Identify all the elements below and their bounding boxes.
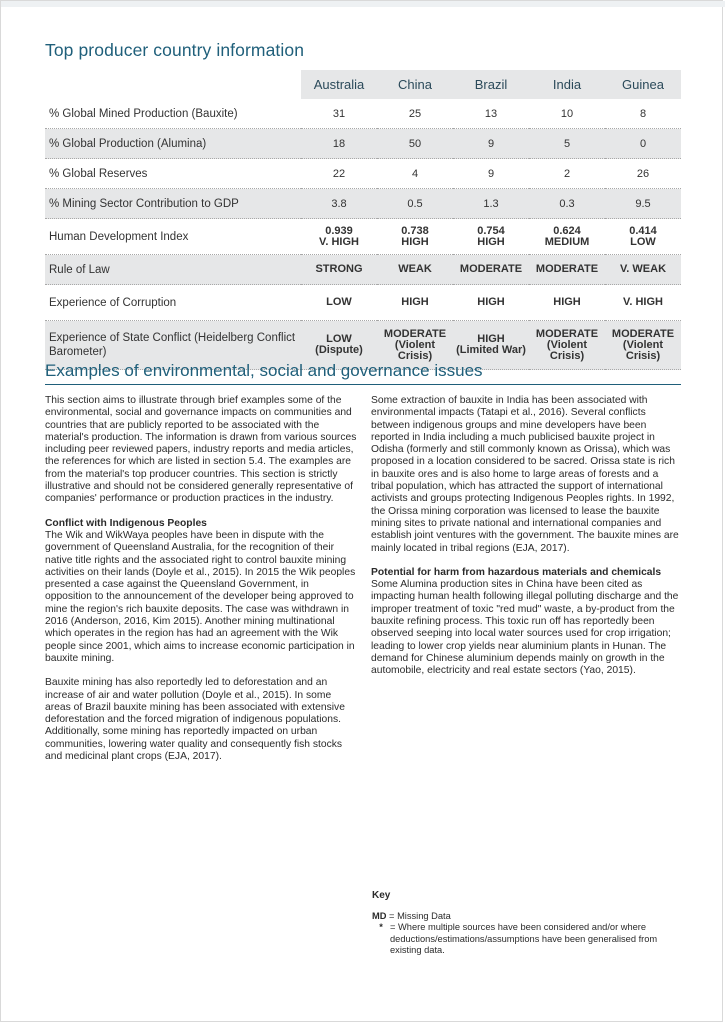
cell: 8 xyxy=(605,99,681,129)
key-box xyxy=(372,890,682,957)
section-heading-indigenous: Conflict with Indigenous Peoples xyxy=(45,517,207,529)
conflict-note: (Dispute) xyxy=(315,344,363,356)
cell: 9.5 xyxy=(605,189,681,219)
conflict-note: (Limited War) xyxy=(456,344,526,356)
cell: STRONG xyxy=(301,255,377,285)
column-left xyxy=(45,395,357,775)
cell: 5 xyxy=(529,129,605,159)
cell: 50 xyxy=(377,129,453,159)
conflict-level: MODERATE xyxy=(535,327,599,340)
row-label: % Global Reserves xyxy=(45,159,301,189)
table-title: Top producer country information xyxy=(45,40,305,60)
row-label: Human Development Index xyxy=(45,219,301,255)
cell: 18 xyxy=(301,129,377,159)
key-row-md xyxy=(372,911,682,923)
hdi-value: 0.939 xyxy=(325,224,353,237)
row-label: % Global Production (Alumina) xyxy=(45,129,301,159)
hdi-value: 0.414 xyxy=(629,224,657,237)
hdi-level: V. HIGH xyxy=(319,235,359,248)
cell: 0.3 xyxy=(529,189,605,219)
cell: MODERATE xyxy=(453,255,529,285)
cell: 25 xyxy=(377,99,453,129)
producer-table xyxy=(45,70,681,370)
india-paragraph: Some extraction of bauxite in India has been associated with environmental impacts (Tatapi et al., 2016). Several conflicts between indigenous groups and mine developers have been reported in India including a much publicised bauxite project in Odisha (formerly and still commonly known as Orissa), which was proposed in a location considered to be sacred. Orissa state is rich in bauxite ores and is also home to large areas of forests and a tribal population, which has attracted the support of international activists and groups protecting Indigenous Peoples rights. In 1992, the Orissa mining corporation was licensed to lease the bauxite mining sites to private national and international companies and establish joint ventures with the government. The bauxite mines are mainly located in tribal regions (EJA, 2017). xyxy=(371,395,679,554)
col-header-guinea: Guinea xyxy=(605,70,681,99)
row-hdi xyxy=(45,219,681,255)
esg-title-rule xyxy=(45,384,681,385)
cell: 1.3 xyxy=(453,189,529,219)
cell: HIGH xyxy=(377,285,453,321)
hdi-value: 0.738 xyxy=(401,224,429,237)
cell: WEAK xyxy=(377,255,453,285)
hdi-value: 0.754 xyxy=(477,224,505,237)
indigenous-paragraph: The Wik and WikWaya peoples have been in dispute with the government of Queensland Australia, for the recognition of their native title rights and the associated right to control bauxite mining activities on their lands (Doyle et al., 2015). In 2015 the Wik peoples presented a case against the Queensland Government, in opposition to the announcement of the developer being approved to mine the region's rich bauxite deposits. The case was withdrawn in 2016 (Anderson, 2016, Kim 2015). Another mining multinational which operates in the region has had an agreement with the Wik people since 2001, which aims to increase economic participation in bauxite mining. xyxy=(45,529,356,664)
col-header-india: India xyxy=(529,70,605,99)
row-label: Rule of Law xyxy=(45,255,301,285)
cell: V. HIGH xyxy=(605,285,681,321)
hdi-cell xyxy=(453,219,529,255)
hdi-level: HIGH xyxy=(401,235,429,248)
hdi-cell xyxy=(301,219,377,255)
hdi-cell xyxy=(529,219,605,255)
col-header-brazil: Brazil xyxy=(453,70,529,99)
conflict-note: (Violent Crisis) xyxy=(622,338,664,362)
key-md-symbol: MD xyxy=(372,910,387,921)
cell: 0.5 xyxy=(377,189,453,219)
cell: 3.8 xyxy=(301,189,377,219)
conflict-level: MODERATE xyxy=(611,327,675,340)
column-right xyxy=(371,395,683,690)
hazardous-paragraph: Some Alumina production sites in China have been cited as impacting human health following illegal polluting discharge and the improper treatment of toxic "red mud" waste, a by-product from the bauxite refining process. This toxic run off has reportedly been observed seeping into local water sources used for crop irrigation; leading to lower crop yields near aluminium plants in Hunan. The demand for Chinese aluminium depends mainly on growth in the automobile, electricity and real estate sectors (Yao, 2015). xyxy=(371,579,679,677)
hdi-value: 0.624 xyxy=(553,224,581,237)
table-header-row xyxy=(45,70,681,99)
conflict-level: HIGH xyxy=(477,333,505,345)
conflict-cell xyxy=(529,321,605,370)
cell: 2 xyxy=(529,159,605,189)
top-rule xyxy=(1,1,725,7)
intro-paragraph: This section aims to illustrate through brief examples some of the environmental, social and governance impacts on communities and countries that are publicly reported to be associated with the material's production. The information is drawn from various sources including peer reviewed papers, industry reports and media articles, the references for which are listed in section 5.4. The examples are from the material's top producer countries. This section is strictly illustrative and should not be considered generally representative of companies' performance or production practices in the industry. xyxy=(45,395,357,505)
cell: HIGH xyxy=(453,285,529,321)
row-label: % Mining Sector Contribution to GDP xyxy=(45,189,301,219)
conflict-note: (Violent Crisis) xyxy=(394,338,436,362)
key-md-text: = Missing Data xyxy=(386,910,451,921)
hdi-cell xyxy=(605,219,681,255)
cell: 9 xyxy=(453,159,529,189)
key-star-symbol: * xyxy=(379,922,383,932)
cell: V. WEAK xyxy=(605,255,681,285)
row-alumina-production xyxy=(45,129,681,159)
row-global-reserves xyxy=(45,159,681,189)
row-gdp-contribution xyxy=(45,189,681,219)
row-label: Experience of Corruption xyxy=(45,285,301,321)
conflict-level: MODERATE xyxy=(383,327,447,340)
cell: 4 xyxy=(377,159,453,189)
deforestation-paragraph: Bauxite mining has also reportedly led to deforestation and an increase of air and water pollution (Doyle et al., 2015). In some areas of Brazil bauxite mining has been associated with extensive deforestation and the forced migration of indigenous populations. Additionally, some mining has reportedly impacted on urban communities, lowering water quality and consequently fish stocks and medicinal plant crops (EJA, 2017). xyxy=(45,677,345,763)
cell: HIGH xyxy=(529,285,605,321)
hdi-level: HIGH xyxy=(477,235,505,248)
conflict-cell xyxy=(605,321,681,370)
row-label: Experience of State Conflict (Heidelberg Conflict Barometer) xyxy=(45,321,301,370)
conflict-note: (Violent Crisis) xyxy=(546,338,588,362)
header-blank xyxy=(45,70,301,99)
cell: 10 xyxy=(529,99,605,129)
cell: 22 xyxy=(301,159,377,189)
conflict-level: LOW xyxy=(326,333,352,345)
row-label: % Global Mined Production (Bauxite) xyxy=(45,99,301,129)
row-mined-production xyxy=(45,99,681,129)
esg-title: Examples of environmental, social and governance issues xyxy=(45,361,483,380)
key-row-star xyxy=(372,922,682,957)
key-title: Key xyxy=(372,890,391,901)
cell: 31 xyxy=(301,99,377,129)
row-corruption xyxy=(45,285,681,321)
cell: 13 xyxy=(453,99,529,129)
hdi-cell xyxy=(377,219,453,255)
col-header-australia: Australia xyxy=(301,70,377,99)
cell: LOW xyxy=(301,285,377,321)
section-heading-hazardous: Potential for harm from hazardous materials and chemicals xyxy=(371,566,662,578)
cell: 26 xyxy=(605,159,681,189)
row-rule-of-law xyxy=(45,255,681,285)
key-star-text: = Where multiple sources have been considered and/or where deductions/estimations/assumptions have been generalised from existing data. xyxy=(390,922,658,955)
cell: 9 xyxy=(453,129,529,159)
hdi-level: LOW xyxy=(630,235,656,248)
cell: 0 xyxy=(605,129,681,159)
cell: MODERATE xyxy=(529,255,605,285)
col-header-china: China xyxy=(377,70,453,99)
hdi-level: MEDIUM xyxy=(544,235,590,248)
